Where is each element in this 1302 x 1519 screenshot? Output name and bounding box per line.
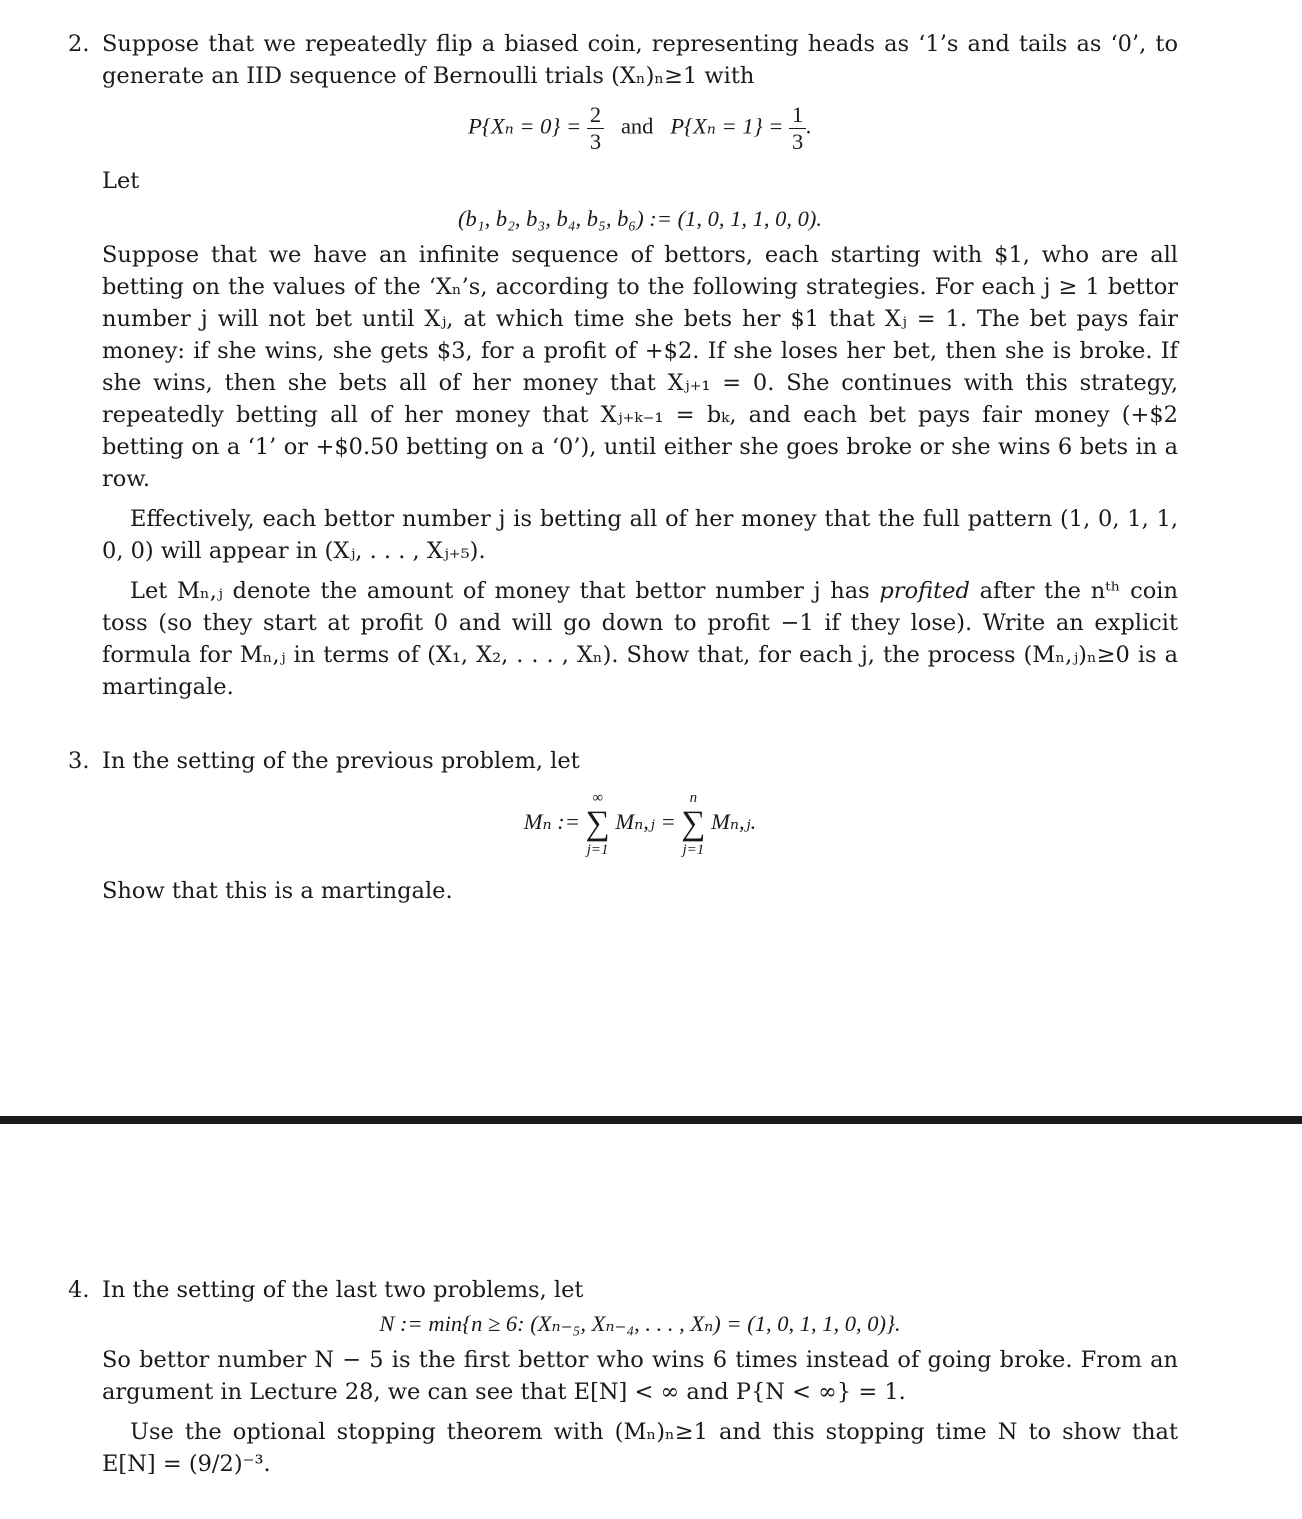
- problem-4-intro: In the setting of the last two problems, let: [102, 1277, 584, 1303]
- and-word: and: [620, 113, 654, 139]
- problem-2-paragraph-3: Let Mₙ,ⱼ denote the amount of money that bettor number j has profited after the nᵗʰ coin toss (so they start at profit 0 and will go down to profit −1 if they lose). Write an explicit formula for Mₙ,ⱼ in terms of (X₁, X₂, . . . , Xₙ). Show that, for each j, the process (Mₙ,ⱼ)ₙ≥0 is a martingale.: [102, 578, 1178, 700]
- problem-3: [68, 745, 1178, 907]
- sum-finite: n ∑ j=1: [681, 790, 706, 858]
- problem-number: 3.: [68, 748, 90, 774]
- problem-number: 2.: [68, 31, 90, 57]
- pattern-equation: (b₁, b₂, b₃, b₄, b₅, b₆) := (1, 0, 1, 1, 0, 0).: [458, 206, 822, 231]
- section-divider: [0, 1116, 1302, 1124]
- sum-lhs: Mₙ :=: [523, 809, 580, 835]
- problem-3-show: Show that this is a martingale.: [102, 878, 453, 904]
- prob-zero-lhs: P{Xₙ = 0} =: [468, 113, 582, 139]
- sum-equation: [102, 789, 1178, 859]
- sum-mid: Mₙ,ⱼ =: [615, 809, 676, 835]
- problem-2: [68, 28, 1178, 703]
- problem-number: 4.: [68, 1277, 90, 1303]
- problem-4-paragraph-1: So bettor number N − 5 is the first bettor who wins 6 times instead of going broke. From an argument in Lecture 28, we can see that E[N] < ∞ and P{N < ∞} = 1.: [102, 1347, 1178, 1405]
- let-label: Let: [102, 168, 140, 194]
- stopping-time-definition: N := min{n ≥ 6: (Xₙ₋₅, Xₙ₋₄, . . . , Xₙ) = (1, 0, 1, 1, 0, 0)}.: [379, 1311, 901, 1336]
- prob-one-lhs: P{Xₙ = 1} =: [670, 113, 784, 139]
- problem-2-paragraph-2: Effectively, each bettor number j is betting all of her money that the full pattern (1, 0, 1, 1, 0, 0) will appear in (Xⱼ, . . . , Xⱼ₊₅).: [102, 506, 1178, 564]
- problem-4: [68, 1274, 1178, 1480]
- problem-2-paragraph-1: Suppose that we have an infinite sequence of bettors, each starting with $1, who are all betting on the values of the ‘Xₙ’s, according to the following strategies. For each j ≥ 1 bettor number j will not bet until Xⱼ, at which time she bets her $1 that Xⱼ = 1. The bet pays fair money: if she wins, she gets $3, for a profit of +$2. If she loses her bet, then she is broke. If she wins, then she bets all of her money that Xⱼ₊₁ = 0. She continues with this strategy, repeatedly betting all of her money that Xⱼ₊ₖ₋₁ = bₖ, and each bet pays fair money (+$2 betting on a ‘1’ or +$0.50 betting on a ‘0’), until either she goes broke or she wins 6 bets in a row.: [102, 242, 1178, 492]
- problem-4-paragraph-2: Use the optional stopping theorem with (Mₙ)ₙ≥1 and this stopping time N to show that E[N] = (9/2)⁻³.: [102, 1419, 1178, 1477]
- emphasis-profited: profited: [879, 578, 970, 604]
- fraction-one-third: $\frac{1}{3}$: [789, 102, 806, 155]
- probability-equation: P{Xₙ = 0} = $\frac{2}{3}$ and P{Xₙ = 1} = $\frac{1}{3}$ .: [468, 102, 812, 154]
- fraction-two-thirds: $\frac{2}{3}$: [587, 102, 604, 155]
- problem-2-intro: Suppose that we repeatedly flip a biased coin, representing heads as ‘1’s and tails as ‘0’, to generate an IID sequence of Bernoulli trials (Xₙ)ₙ≥1 with: [102, 31, 1178, 89]
- sum-infinite: ∞ ∑ j=1: [585, 790, 610, 858]
- problem-3-intro: In the setting of the previous problem, let: [102, 748, 580, 774]
- sum-rhs: Mₙ,ⱼ.: [711, 809, 757, 835]
